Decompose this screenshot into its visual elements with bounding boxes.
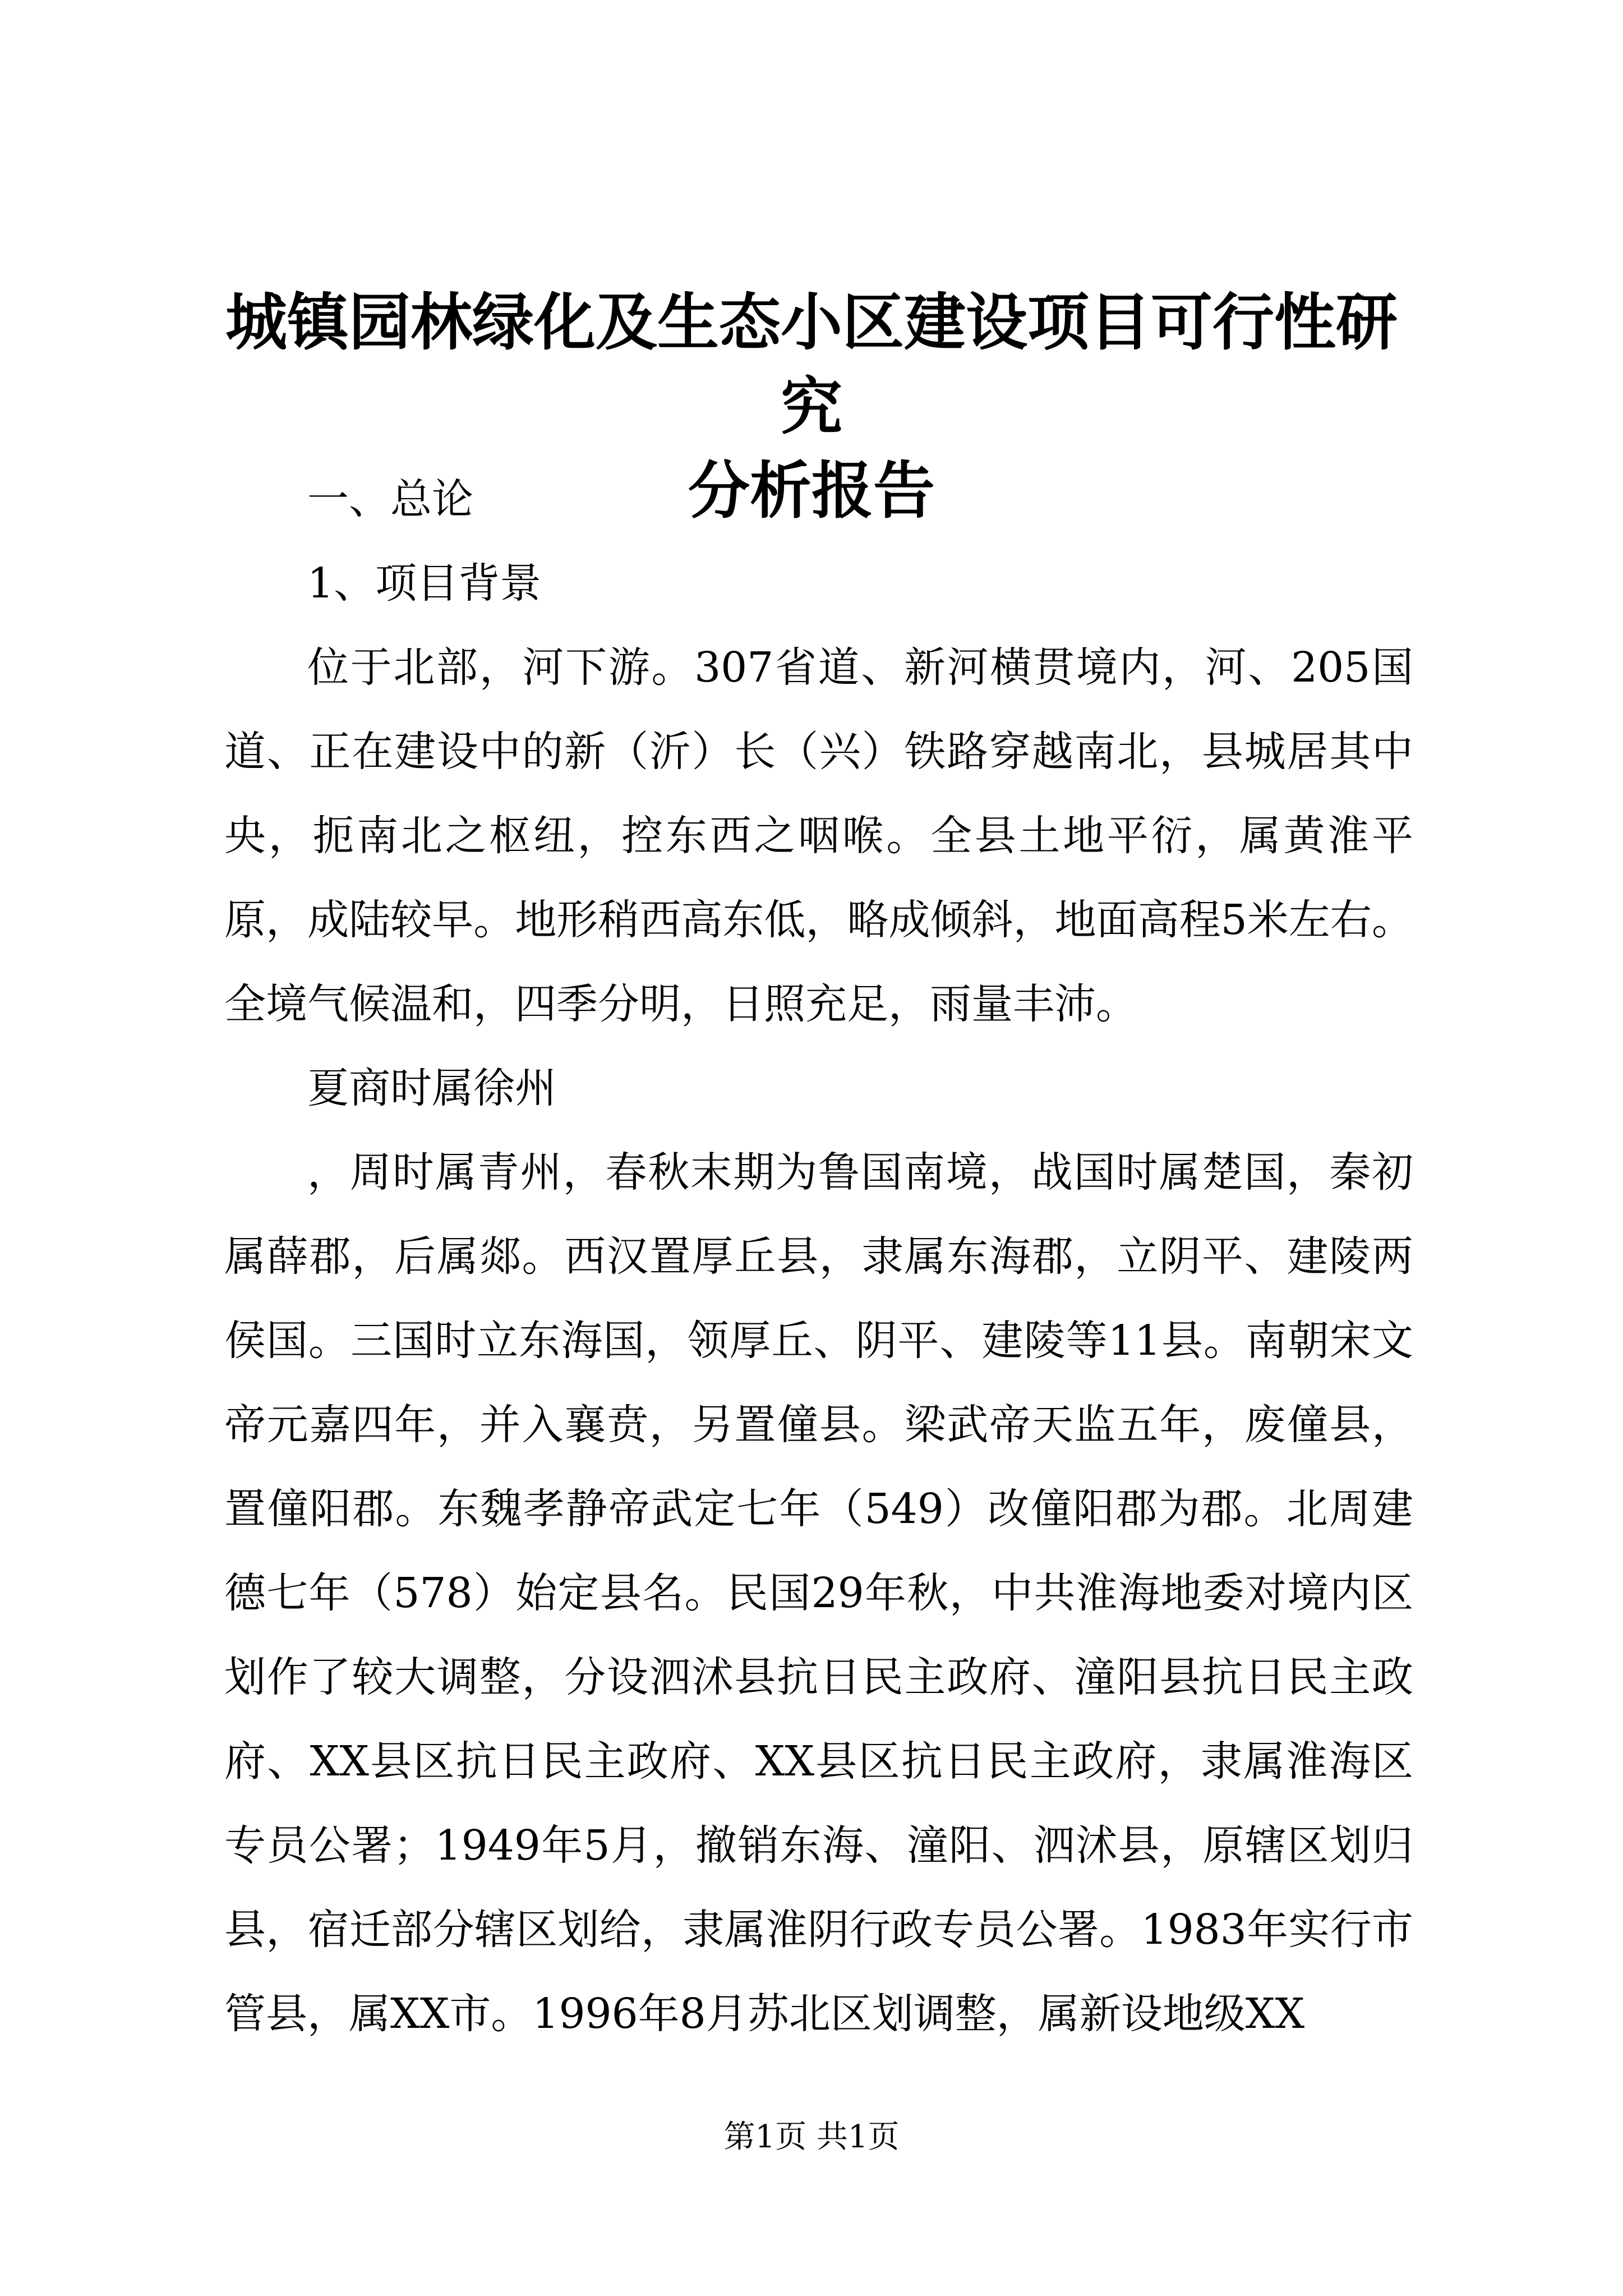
document-body — [224, 457, 1413, 2056]
body-paragraph: 夏商时属徐州 — [307, 1064, 556, 1112]
title-line-1: 城镇园林绿化及生态小区建设项目可行性研究 — [225, 286, 1398, 443]
title-line-2: 分析报告 — [688, 454, 935, 527]
subsection-heading: 1、项目背景 — [307, 559, 542, 608]
body-paragraph: 位于北部，河下游。307省道、新河横贯境内，河、205国道、正在建设中的新（沂）长（兴）铁路穿越南北，县城居其中央，扼南北之枢纽，控东西之咽喉。全县土地平衍，属黄淮平原，成陆较早。地形稍西高东低，略成倾斜，地面高程5米左右。全境气候温和，四季分明，日照充足，雨量丰沛。 — [224, 643, 1413, 1028]
page-footer: 第1页 共1页 — [723, 2119, 900, 2155]
section-heading: 一、总论 — [307, 475, 473, 523]
body-paragraph: ，周时属青州，春秋末期为鲁国南境，战国时属楚国，秦初属薛郡，后属郯。西汉置厚丘县，隶属东海郡，立阴平、建陵两侯国。三国时立东海国，领厚丘、阴平、建陵等11县。南朝宋文帝元嘉四年，并入襄贲，另置僮县。梁武帝天监五年，废僮县，置僮阳郡。东魏孝静帝武定七年（549）改僮阳郡为郡。北周建德七年（578）始定县名。民国29年秋，中共淮海地委对境内区划作了较大调整，分设泗沭县抗日民主政府、潼阳县抗日民主政府、XX县区抗日民主政府、XX县区抗日民主政府，隶属淮海区专员公署；1949年5月，撤销东海、潼阳、泗沭县，原辖区划归县，宿迁部分辖区划给，隶属淮阴行政专员公署。1983年实行市管县，属XX市。1996年8月苏北区划调整，属新设地级XX — [224, 1148, 1413, 2038]
